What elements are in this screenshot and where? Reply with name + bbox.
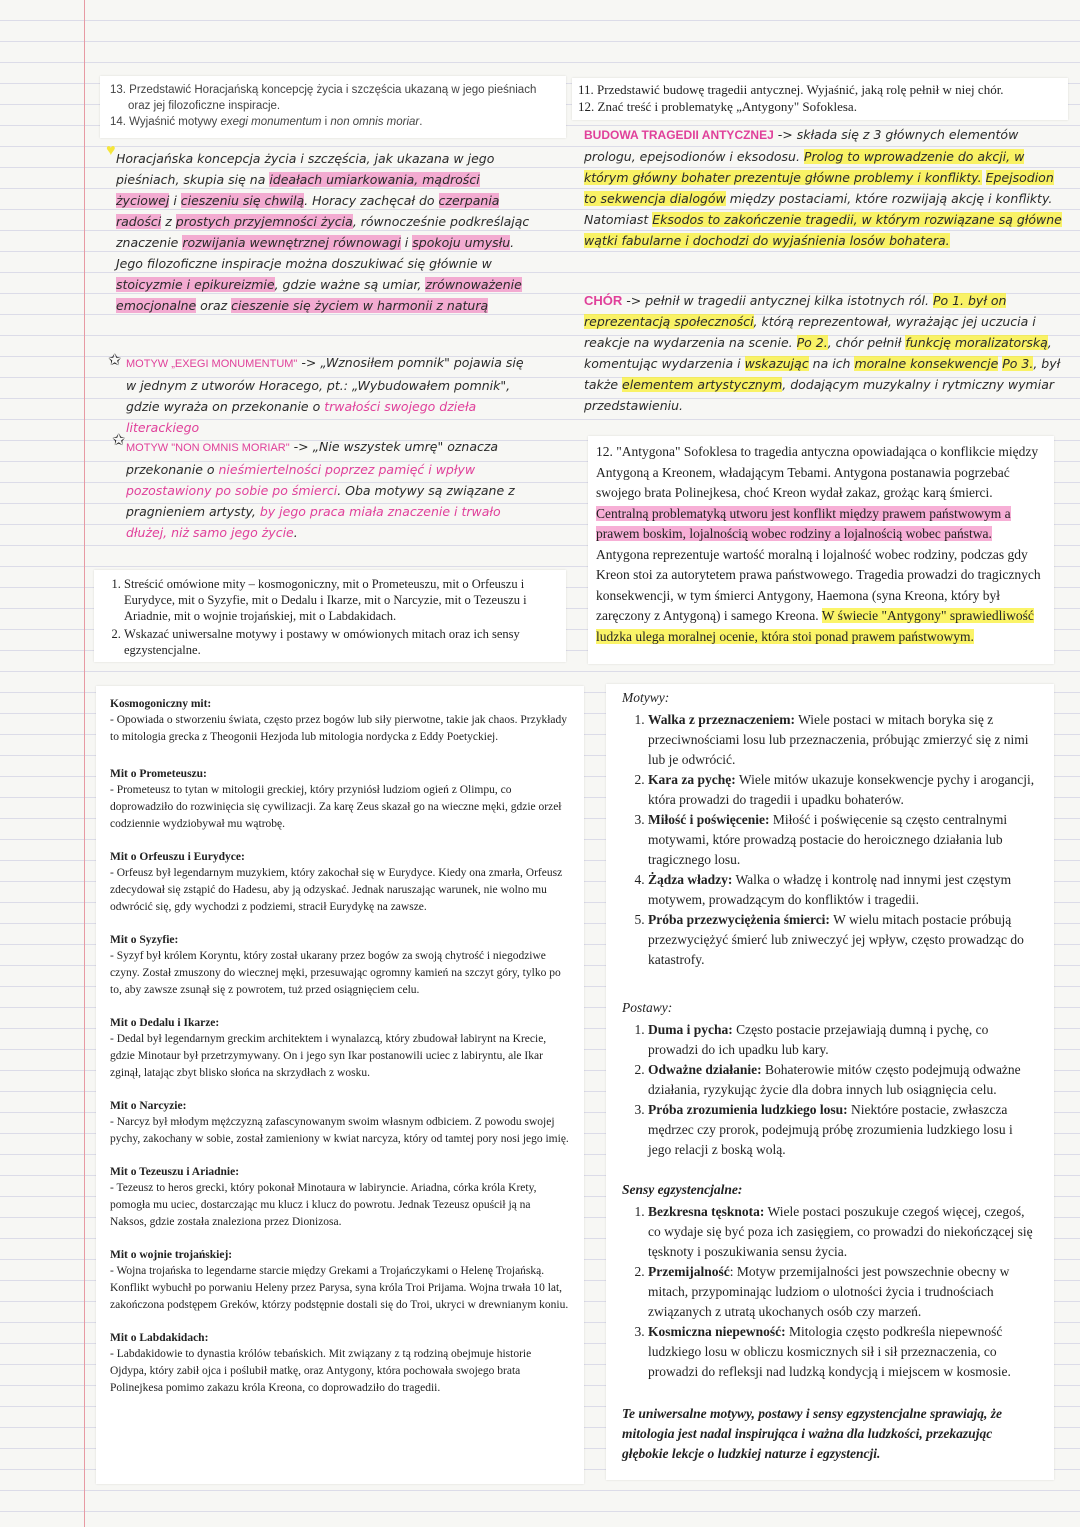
motywy-list [622,710,1038,970]
list-item: 2. Kara za pychę: Wiele mitów ukazuje konsekwencje pychy i arogancji, która prowadzi do tragedii i upadku bohaterów. [648,770,1038,810]
list-item: 1. Bezkresna tęsknota: Wiele postaci poszukuje czegoś więcej, czegoś, co wydaje się być poza ich zasięgiem, co prowadzi do niekończącej się tęsknoty i poszukiwania sensu życia. [648,1202,1038,1262]
myth-question-1: 1. Streścić omówione mity – kosmogoniczny, mit o Prometeuszu, mit o Orfeuszu i Eurydyce, mit o Syzyfie, mit o Dedalu i Ikarze, mit o Narcyzie, mit o Tezeuszu i Ariadnie, mit o wojnie trojańskiej, mit o Labdakidach. [124,576,558,624]
myth-text: - Wojna trojańska to legendarne starcie między Grekami a Trojańczykami o Helenę Trojańską. Konflikt wybuchł po porwaniu Heleny przez Parysa, syna króla Troi Prijama. Wojna trwała 10 lat, zakończona podstępem Greków, którzy podstępnie dostali się do Troi, ukryci w drewnianym koniu. [110,1265,569,1311]
myth-section [110,851,570,916]
myth-title: Mit o Narcyzie: [110,1100,187,1112]
myth-text: - Dedal był legendarnym greckim architektem i wynalazcą, który zbudował labirynt na Krecie, gdzie Minotaur był przetrzymywany. On i jego syn Ikar postanowili uciec z labiryntu, ale Ikar zginął, latając zbyt blisko słońca na skrzydłach z wosku. [110,1033,547,1079]
myth-title: Mit o Tezeuszu i Ariadnie: [110,1166,240,1178]
star-icon: ✩ [112,432,126,449]
myth-text: - Prometeusz to tytan w mitologii greckiej, który przyniósł ludziom ogień z Olimpu, co doprowadziło do rozwinięcia się cywilizacji. Za karę Zeus skazał go na wieczne męki, gdzie orzeł codziennie wydziobywał mu wątrobę. [110,784,562,830]
list-item: 5. Próba przezwyciężenia śmierci: W wielu mitach postacie próbują przezwyciężyć śmierć lub zniweczyć jej wpływ, często prowadząc do katastrofy. [648,910,1038,970]
list-item: 3. Miłość i poświęcenie: Miłość i poświęcenie są często centralnymi motywami, które prowadzą postacie do heroicznego działania lub tragicznego losu. [648,810,1038,870]
motywy-heading: Motywy: [622,690,670,705]
myth-title: Mit o Dedalu i Ikarze: [110,1017,220,1029]
myth-section [110,698,570,746]
myth-section [110,1166,570,1231]
myth-section [110,1332,570,1397]
myth-title: Kosmogoniczny mit: [110,698,212,710]
conclusion: Te uniwersalne motywy, postawy i sensy egzystencjalne sprawiają, że mitologia jest nadal inspirująca i ważna dla ludzkości, przekazując głębokie lekcje o ludzkiej naturze i egzystencji. [622,1406,1003,1461]
list-item: 1. Walka z przeznaczeniem: Wiele postaci w mitach boryka się z przeciwnościami losu lub przeznaczenia, próbując zmierzyć się z nimi lub je odwrócić. [648,710,1038,770]
sensy-heading: Sensy egzystencjalne: [622,1182,743,1197]
chorus-notes: CHÓR -> pełnił w tragedii antycznej kilka istotnych ról. Po 1. był on reprezentacją społeczności, którą reprezentował, wyrażając jej uczucia i reakcje na wydarzenia na scenie. Po 2., chór pełnił funkcję moralizatorską, komentując wydarzenia i wskazując na ich moralne konsekwencje Po 3., był także elementem artystycznym, dodającym muzykalny i rytmiczny wymiar przedstawieniu. [584,293,1061,413]
margin-line [84,0,85,1527]
list-item: 4. Żądza władzy: Walka o władzę i kontrolę nad innymi jest częstym motywem, prowadzącym do konfliktów i tragedii. [648,870,1038,910]
list-item: 3. Próba zrozumienia ludzkiego losu: Niektóre postacie, zwłaszcza mędrzec czy prorok, podejmują próbę zrozumienia ludzkiego losu i jego relacji z boską wolą. [648,1100,1038,1160]
sensy-list [622,1202,1038,1382]
myth-text: - Opowiada o stworzeniu świata, często przez bogów lub siły pierwotne, takie jak chaos. Przykłady to mitologia grecka z Theogonii Hezjoda lub mitologia nordycka z Eddy Poetyckiej. [110,714,567,743]
myth-text: - Tezeusz to heros grecki, który pokonał Minotaura w labiryncie. Ariadna, córka króla Krety, pomogła mu uciec, dostarczając mu klucz i klucz do powrotu. Jednak Tezeusz opuścił ją na Naksos, gdzie została znaleziona przez Dionizosa. [110,1182,537,1228]
myth-question-2: 2. Wskazać uniwersalne motywy i postawy w omówionych mitach oraz ich sensy egzystencjalne. [124,626,558,658]
question-11: 11. Przedstawić budowę tragedii antycznej. Wyjaśnić, jaką rolę pełnił w niej chór. [578,82,1004,97]
myth-section [110,934,570,999]
motif-exegi-monumentum: MOTYW „EXEGI MONUMENTUM" -> „Wznosiłem pomnik" pojawia się w jednym z utworów Horacego, pt.: „Wybudowałem pomnik", gdzie wyraża on przekonanie o trwałości swojego dzieła literackiego [126,355,524,435]
myths-summary-box [96,686,584,1484]
list-item: 2. Przemijalność: Motyw przemijalności jest powszechnie obecny w mitach, przypominając ludziom o ulotności życia i trudnościach związanych z utratą ukochanych osób czy marzeń. [648,1262,1038,1322]
list-item: 3. Kosmiczna niepewność: Mitologia często podkreśla niepewność ludzkiego losu w obliczu kosmicznych sił i sił przeznaczenia, co prowadzi do refleksji nad ludzką kondycją i miejscem w kosmosie. [648,1322,1038,1382]
myth-section [110,1100,570,1148]
list-item: 1. Duma i pycha: Często postacie przejawiają dumną i pychę, co prowadzi do ich upadku lub kary. [648,1020,1038,1060]
postawy-heading: Postawy: [622,1000,673,1015]
myth-title: Mit o wojnie trojańskiej: [110,1249,233,1261]
postawy-list [622,1020,1038,1160]
heart-doodle: ♥ [106,142,116,159]
motif-non-omnis-moriar: MOTYW "NON OMNIS MORIAR" -> „Nie wszystek umrę" oznacza przekonanie o nieśmiertelności poprzez pamięć i wpływ pozostawiony po sobie po śmierci. Oba motywy są związane z pragnieniem artysty, by jego praca miała znaczenie i trwało dłużej, niż samo jego życie. [126,439,515,540]
myth-text: - Narcyz był młodym mężczyzną zafascynowanym swoim własnym odbiciem. Z powodu swojej pychy, zakochany w sobie, został zamieniony w kwiat narcyza, który od tamtej pory nosi jego imię. [110,1116,569,1145]
motifs-attitudes-box [606,684,1054,1480]
question-13: 13. Przedstawić Horacjańską koncepcję życia i szczęścia ukazaną w jego pieśniach oraz jej filozoficzne inspiracje. [110,84,537,112]
questions-11-12-box [572,78,1068,120]
antygona-box: 12. "Antygona" Sofoklesa to tragedia antyczna opowiadająca o konflikcie między Antygoną a Kreonem, władającym Tebami. Antygona postanawia pogrzebać swojego brata Polinejkesa, choć Kreon wydał zakaz, grożąc karą śmierci. Centralną problematyką utworu jest konflikt między prawem państwowym a prawem boskim, lojalnością wobec rodziny a lojalnością wobec państwa. Antygona reprezentuje wartość moralną i lojalność wobec rodziny, podczas gdy Kreon stoi za autorytetem prawa państwowego. Tragedia prowadzi do tragicznych konsekwencji, w tym śmierci Antygony, Haemona (syna Kreona, który był zaręczony z Antygoną) i samego Kreona. W świecie "Antygony" sprawiedliwość ludzka ulega moralnej ocenie, która stoi ponad prawem państwowym. [588,436,1054,664]
myth-section [110,768,570,833]
myth-text: - Syzyf był królem Koryntu, który został ukarany przez bogów za swoją chytrość i niegodziwe czyny. Został zmuszony do wiecznej męki, przesuwając ogromny kamień na szczyt góry, tylko po to, aby zawsze zsunął się z powrotem, tuż przed osiągnięciem celu. [110,950,561,996]
tragedy-structure-notes: BUDOWA TRAGEDII ANTYCZNEJ -> składa się z 3 głównych elementów prologu, epejsodionów i eksodosu. Prolog to wprowadzenie do akcji, w którym główny bohater prezentuje główne problemy i konflikty. Epejsodion to sekwencja dialogów między postaciami, które rozwijają akcję i konflikty. Natomiast Eksodos to zakończenie tragedii, w którym rozwiązane są główne wątki fabularne i dochodzi do wyjaśnienia losów bohatera. [584,127,1062,248]
myth-text: - Labdakidowie to dynastia królów tebańskich. Mit związany z tą rodziną obejmuje historie Ojdypa, który zabił ojca i poślubił matkę, oraz Antygony, która pochowała swojego brata Polinejkesa pomimo zakazu króla Kreona, co doprowadziło do tragedii. [110,1348,532,1394]
myth-title: Mit o Prometeuszu: [110,768,207,780]
myth-title: Mit o Labdakidach: [110,1332,209,1344]
myth-text: - Orfeusz był legendarnym muzykiem, który zakochał się w Eurydyce. Kiedy ona zmarła, Orfeusz zdecydował się zstąpić do Hadesu, aby ją odzyskać. Jednak naruszając warunek, nie wolno mu odwrócić się, gdy wychodzi z podziemi, stracił Eurydykę na zawsze. [110,867,563,913]
myth-title: Mit o Orfeuszu i Eurydyce: [110,851,245,863]
myth-section [110,1249,570,1314]
myth-title: Mit o Syzyfie: [110,934,179,946]
myth-questions-box [94,570,566,662]
horace-notes: Horacjańska koncepcja życia i szczęścia, jak ukazana w jego pieśniach, skupia się na ideałach umiarkowania, mądrości życiowej i cieszeniu się chwilą. Horacy zachęcał do czerpania radości z prostych przyjemności życia, równocześnie podkreślając znaczenie rozwijania wewnętrznej równowagi i spokoju umysłu. Jego filozoficzne inspiracje można doszukiwać się głównie w stoicyzmie i epikureizmie, gdzie ważne są umiar, zrównoważenie emocjonalne oraz cieszenie się życiem w harmonii z naturą [116,151,530,313]
questions-13-14-box [100,76,566,138]
myth-section [110,1017,570,1082]
question-12: 12. Znać treść i problematykę „Antygony" Sofoklesa. [578,99,857,114]
star-icon: ✩ [108,352,122,369]
list-item: 2. Odważne działanie: Bohaterowie mitów często podejmują odważne działania, ryzykując życie dla dobra innych lub osiągnięcia celu. [648,1060,1038,1100]
question-14: 14. Wyjaśnić motywy exegi monumentum i non omnis moriar. [110,116,423,128]
